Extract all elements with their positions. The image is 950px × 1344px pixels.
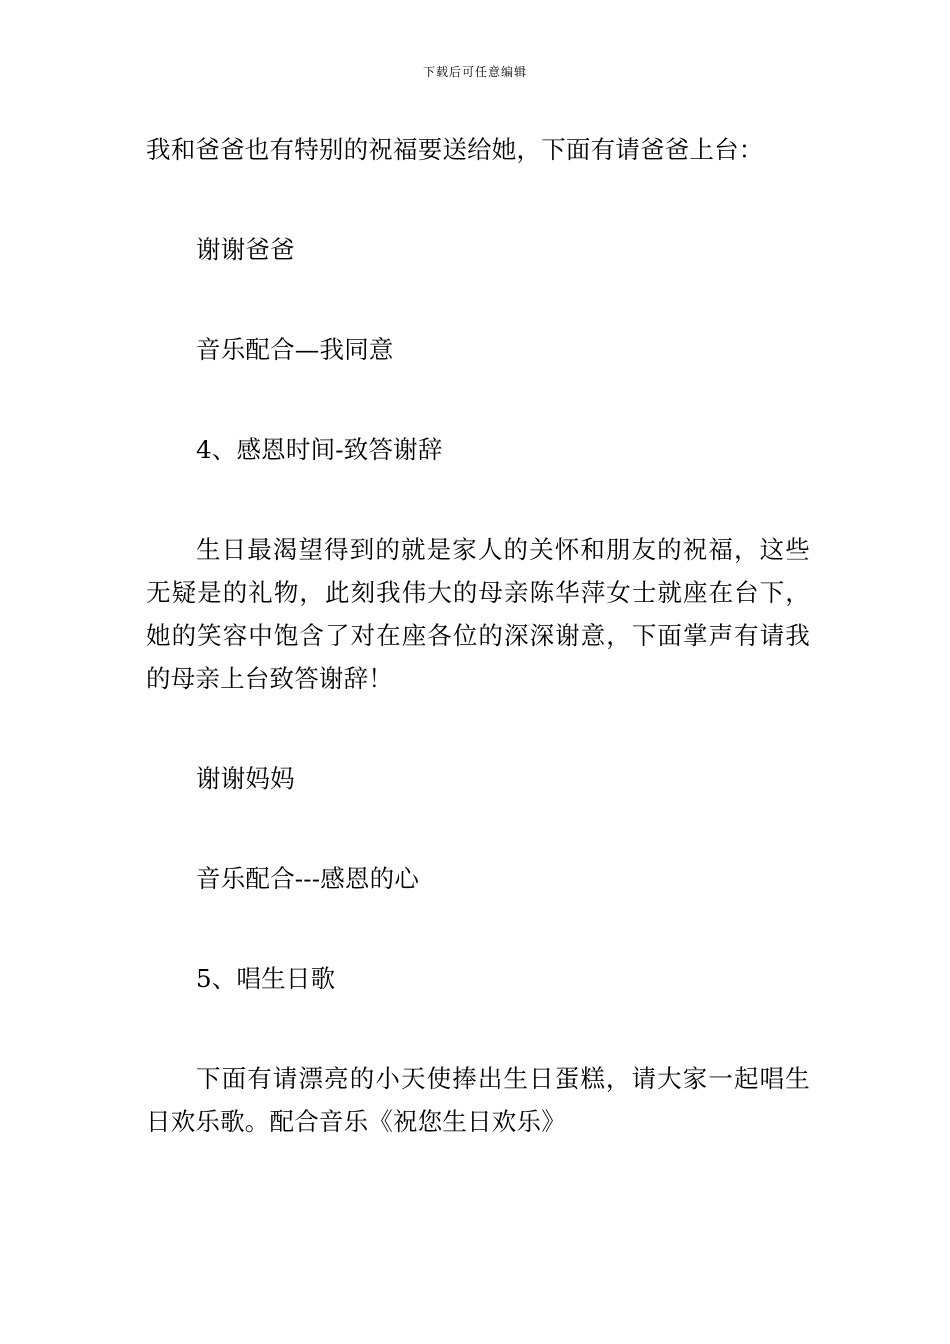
paragraph-birthday-song: 下面有请漂亮的小天使捧出生日蛋糕，请大家一起唱生日欢乐歌。配合音乐《祝您生日欢乐》 (146, 1064, 810, 1136)
paragraph-thanks-dad: 谢谢爸爸 (196, 235, 295, 264)
document-body (146, 128, 810, 1200)
section-heading-4: 4、感恩时间-致答谢辞 (196, 435, 443, 464)
page-header: 下载后可任意编辑 (422, 65, 527, 79)
paragraph-birthday-wishes: 生日最渴望得到的就是家人的关怀和朋友的祝福，这些无疑是的礼物，此刻我伟大的母亲陈华萍女士就座在台下，她的笑容中饱含了对在座各位的深深谢意，下面掌声有请我的母亲上台致答谢辞！ (146, 535, 810, 693)
paragraph-intro: 我和爸爸也有特别的祝福要送给她，下面有请爸爸上台： (146, 135, 764, 164)
paragraph-music-cue-2: 音乐配合---感恩的心 (196, 864, 420, 893)
section-heading-5: 5、唱生日歌 (196, 964, 336, 993)
paragraph-music-cue-1: 音乐配合—我同意 (196, 335, 394, 364)
paragraph-thanks-mom: 谢谢妈妈 (196, 764, 295, 793)
